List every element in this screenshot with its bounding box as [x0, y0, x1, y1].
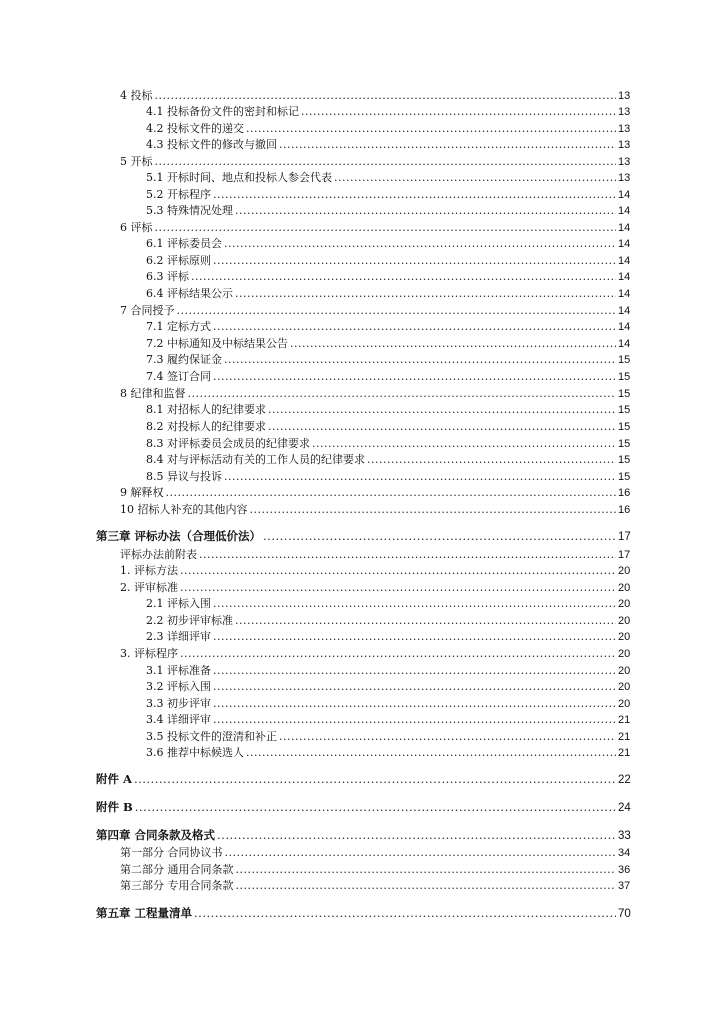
toc-leader-dots	[334, 170, 616, 186]
toc-chapter-entry[interactable]	[96, 528, 630, 544]
toc-entry-page: 13	[618, 90, 631, 102]
toc-entry-title: 2.3 详细评审	[146, 630, 211, 643]
toc-leader-dots	[194, 905, 616, 921]
toc-leader-dots	[134, 771, 616, 787]
toc-entry-page: 14	[618, 238, 631, 250]
toc-entry[interactable]	[146, 121, 630, 137]
toc-entry[interactable]	[146, 203, 630, 219]
toc-entry-title: 3.1 评标准备	[146, 664, 211, 677]
toc-entry[interactable]	[146, 712, 630, 728]
toc-leader-dots	[180, 580, 616, 596]
toc-entry[interactable]	[120, 502, 630, 518]
toc-entry-title: 2.1 评标入围	[146, 597, 211, 610]
toc-leader-dots	[224, 469, 616, 485]
toc-entry-page: 20	[618, 615, 631, 627]
toc-entry-title: 3.5 投标文件的澄清和补正	[146, 730, 277, 743]
toc-leader-dots	[213, 629, 616, 645]
toc-leader-dots	[180, 563, 616, 579]
toc-entry[interactable]	[146, 336, 630, 352]
toc-entry-title: 第一部分 合同协议书	[120, 846, 223, 859]
toc-entry-title: 7.2 中标通知及中标结果公告	[146, 337, 288, 350]
toc-entry-title: 6.1 评标委员会	[146, 237, 222, 250]
toc-entry-title: 附件 A	[96, 772, 132, 786]
toc-entry[interactable]	[146, 286, 630, 302]
toc-entry-page: 16	[618, 487, 631, 499]
toc-entry-page: 14	[618, 222, 631, 234]
toc-leader-dots	[367, 452, 616, 468]
toc-entry[interactable]	[146, 419, 630, 435]
toc-entry-page: 17	[618, 531, 631, 543]
toc-entry-title: 6 评标	[120, 221, 153, 234]
toc-entry-page: 33	[618, 830, 631, 842]
toc-entry[interactable]	[146, 369, 630, 385]
toc-entry[interactable]	[120, 862, 630, 878]
toc-leader-dots	[166, 485, 617, 501]
toc-leader-dots	[279, 729, 616, 745]
toc-appendix-entry[interactable]	[96, 771, 630, 787]
toc-entry[interactable]	[120, 303, 630, 319]
toc-entry-title: 6.3 评标	[146, 270, 189, 283]
toc-leader-dots	[188, 386, 617, 402]
toc-entry-title: 7.3 履约保证金	[146, 353, 222, 366]
toc-entry-page: 15	[618, 421, 631, 433]
toc-entry[interactable]	[146, 253, 630, 269]
toc-entry[interactable]	[120, 845, 630, 861]
toc-entry-title: 第二部分 通用合同条款	[120, 863, 234, 876]
toc-entry-title: 9 解释权	[120, 486, 164, 499]
toc-entry-page: 14	[618, 288, 631, 300]
toc-entry-page: 70	[618, 908, 631, 920]
toc-entry[interactable]	[120, 88, 630, 104]
toc-leader-dots	[235, 286, 616, 302]
toc-entry-title: 第四章 合同条款及格式	[96, 828, 216, 842]
toc-leader-dots	[224, 236, 616, 252]
toc-leader-dots	[191, 269, 616, 285]
toc-entry[interactable]	[120, 154, 630, 170]
toc-chapter-entry[interactable]	[96, 905, 630, 921]
toc-entry[interactable]	[146, 696, 630, 712]
toc-entry-page: 20	[618, 631, 631, 643]
toc-leader-dots	[213, 596, 616, 612]
toc-leader-dots	[312, 436, 616, 452]
toc-entry-page: 21	[618, 747, 631, 759]
toc-entry-page: 15	[618, 438, 631, 450]
toc-entry-page: 15	[618, 388, 631, 400]
toc-leader-dots	[225, 845, 617, 861]
toc-entry[interactable]	[146, 170, 630, 186]
toc-entry[interactable]	[146, 236, 630, 252]
toc-leader-dots	[135, 799, 616, 815]
toc-entry[interactable]	[146, 679, 630, 695]
toc-entry-page: 14	[618, 189, 631, 201]
toc-entry-title: 3.4 详细评审	[146, 713, 211, 726]
toc-leader-dots	[246, 121, 616, 137]
toc-entry[interactable]	[146, 663, 630, 679]
toc-appendix-entry[interactable]	[96, 799, 630, 815]
toc-leader-dots	[213, 369, 616, 385]
toc-entry-page: 20	[618, 665, 631, 677]
toc-entry-page: 24	[618, 802, 631, 814]
toc-leader-dots	[199, 547, 616, 563]
toc-entry-title: 4.1 投标备份文件的密封和标记	[146, 105, 299, 118]
toc-entry-page: 21	[618, 731, 631, 743]
toc-entry[interactable]	[146, 137, 630, 153]
toc-entry-title: 8.4 对与评标活动有关的工作人员的纪律要求	[146, 453, 365, 466]
toc-entry-title: 3.3 初步评审	[146, 697, 211, 710]
toc-entry-page: 14	[618, 271, 631, 283]
toc-leader-dots	[268, 419, 616, 435]
toc-entry-page: 14	[618, 321, 631, 333]
toc-leader-dots	[235, 203, 616, 219]
toc-entry-title: 10 招标人补充的其他内容	[120, 503, 248, 516]
toc-entry-title: 6.4 评标结果公示	[146, 287, 233, 300]
toc-leader-dots	[177, 303, 617, 319]
toc-entry-title: 2. 评审标准	[120, 581, 178, 594]
toc-leader-dots	[235, 613, 616, 629]
toc-chapter-entry[interactable]	[96, 827, 630, 843]
toc-entry-title: 5.3 特殊情况处理	[146, 204, 233, 217]
toc-entry[interactable]	[146, 452, 630, 468]
toc-leader-dots	[180, 646, 616, 662]
toc-leader-dots	[213, 663, 616, 679]
toc-entry-page: 22	[618, 774, 631, 786]
toc-entry-page: 21	[618, 714, 631, 726]
toc-leader-dots	[155, 220, 617, 236]
toc-entry-page: 20	[618, 681, 631, 693]
toc-entry-title: 第三章 评标办法（合理低价法）	[96, 529, 262, 543]
toc-entry[interactable]	[146, 402, 630, 418]
toc-leader-dots	[213, 187, 616, 203]
toc-leader-dots	[213, 696, 616, 712]
toc-leader-dots	[301, 104, 616, 120]
toc-entry[interactable]	[120, 386, 630, 402]
toc-entry-title: 7.1 定标方式	[146, 320, 211, 333]
toc-entry-title: 5.2 开标程序	[146, 188, 211, 201]
toc-leader-dots	[290, 336, 616, 352]
toc-leader-dots	[213, 253, 616, 269]
toc-entry-page: 34	[618, 847, 631, 859]
toc-leader-dots	[279, 137, 616, 153]
toc-entry[interactable]	[146, 469, 630, 485]
toc-leader-dots	[155, 154, 617, 170]
toc-leader-dots	[268, 402, 616, 418]
toc-entry-title: 第三部分 专用合同条款	[120, 879, 234, 892]
toc-entry-title: 附件 B	[96, 800, 133, 814]
toc-entry[interactable]	[146, 629, 630, 645]
toc-entry[interactable]	[120, 485, 630, 501]
toc-entry-title: 8.1 对招标人的纪律要求	[146, 403, 266, 416]
toc-entry[interactable]	[146, 613, 630, 629]
toc-entry-page: 37	[618, 880, 631, 892]
toc-entry-page: 14	[618, 338, 631, 350]
toc-entry[interactable]	[120, 646, 630, 662]
toc-entry[interactable]	[120, 220, 630, 236]
toc-entry[interactable]	[146, 187, 630, 203]
toc-entry[interactable]	[146, 269, 630, 285]
toc-leader-dots	[155, 88, 617, 104]
toc-entry[interactable]	[146, 352, 630, 368]
toc-leader-dots	[217, 827, 616, 843]
toc-entry-title: 第五章 工程量清单	[96, 906, 193, 920]
toc-entry-title: 评标办法前附表	[120, 548, 197, 561]
toc-entry-title: 8.5 异议与投诉	[146, 470, 222, 483]
toc-entry[interactable]	[120, 580, 630, 596]
toc-entry-title: 4.3 投标文件的修改与撤回	[146, 138, 277, 151]
toc-leader-dots	[236, 862, 617, 878]
toc-entry-page: 13	[618, 172, 631, 184]
toc-entry-title: 3.6 推荐中标候选人	[146, 746, 244, 759]
toc-entry-title: 1. 评标方法	[120, 564, 178, 577]
toc-entry-page: 17	[618, 549, 631, 561]
toc-entry[interactable]	[120, 878, 630, 894]
toc-entry[interactable]	[146, 596, 630, 612]
toc-leader-dots	[246, 745, 616, 761]
toc-leader-dots	[224, 352, 616, 368]
toc-entry-page: 20	[618, 582, 631, 594]
toc-entry-page: 20	[618, 565, 631, 577]
toc-leader-dots	[250, 502, 617, 518]
toc-entry-title: 4.2 投标文件的递交	[146, 122, 244, 135]
toc-entry-title: 5 开标	[120, 155, 153, 168]
toc-entry-page: 15	[618, 471, 631, 483]
toc-entry[interactable]	[146, 436, 630, 452]
toc-leader-dots	[236, 878, 617, 894]
toc-leader-dots	[213, 319, 616, 335]
toc-entry[interactable]	[146, 319, 630, 335]
toc-entry-title: 8 纪律和监督	[120, 387, 186, 400]
toc-entry-title: 8.2 对投标人的纪律要求	[146, 420, 266, 433]
toc-entry-title: 7 合同授予	[120, 304, 175, 317]
toc-entry-page: 20	[618, 648, 631, 660]
toc-entry-page: 13	[618, 156, 631, 168]
toc-entry-page: 14	[618, 255, 631, 267]
toc-entry[interactable]	[120, 547, 630, 563]
toc-entry-page: 20	[618, 598, 631, 610]
toc-entry-title: 4 投标	[120, 89, 153, 102]
toc-entry-page: 15	[618, 371, 631, 383]
toc-entry[interactable]	[146, 729, 630, 745]
toc-entry-title: 6.2 评标原则	[146, 254, 211, 267]
toc-entry-page: 36	[618, 864, 631, 876]
toc-entry-title: 3. 评标程序	[120, 647, 178, 660]
toc-entry-page: 16	[618, 504, 631, 516]
toc-entry-page: 15	[618, 454, 631, 466]
toc-entry[interactable]	[146, 104, 630, 120]
toc-entry[interactable]	[146, 745, 630, 761]
toc-entry-page: 13	[618, 123, 631, 135]
toc-entry-page: 13	[618, 106, 631, 118]
toc-leader-dots	[213, 679, 616, 695]
toc-entry-page: 15	[618, 354, 631, 366]
toc-entry-page: 20	[618, 698, 631, 710]
toc-entry-page: 15	[618, 404, 631, 416]
toc-entry-title: 3.2 评标入围	[146, 680, 211, 693]
toc-entry-title: 7.4 签订合同	[146, 370, 211, 383]
toc-entry[interactable]	[120, 563, 630, 579]
toc-entry-title: 2.2 初步评审标准	[146, 614, 233, 627]
toc-entry-title: 8.3 对评标委员会成员的纪律要求	[146, 437, 310, 450]
toc-entry-page: 14	[618, 305, 631, 317]
toc-leader-dots	[263, 528, 616, 544]
toc-entry-title: 5.1 开标时间、地点和投标人参会代表	[146, 171, 332, 184]
toc-entry-page: 13	[618, 139, 631, 151]
toc-leader-dots	[213, 712, 616, 728]
toc-entry-page: 14	[618, 205, 631, 217]
